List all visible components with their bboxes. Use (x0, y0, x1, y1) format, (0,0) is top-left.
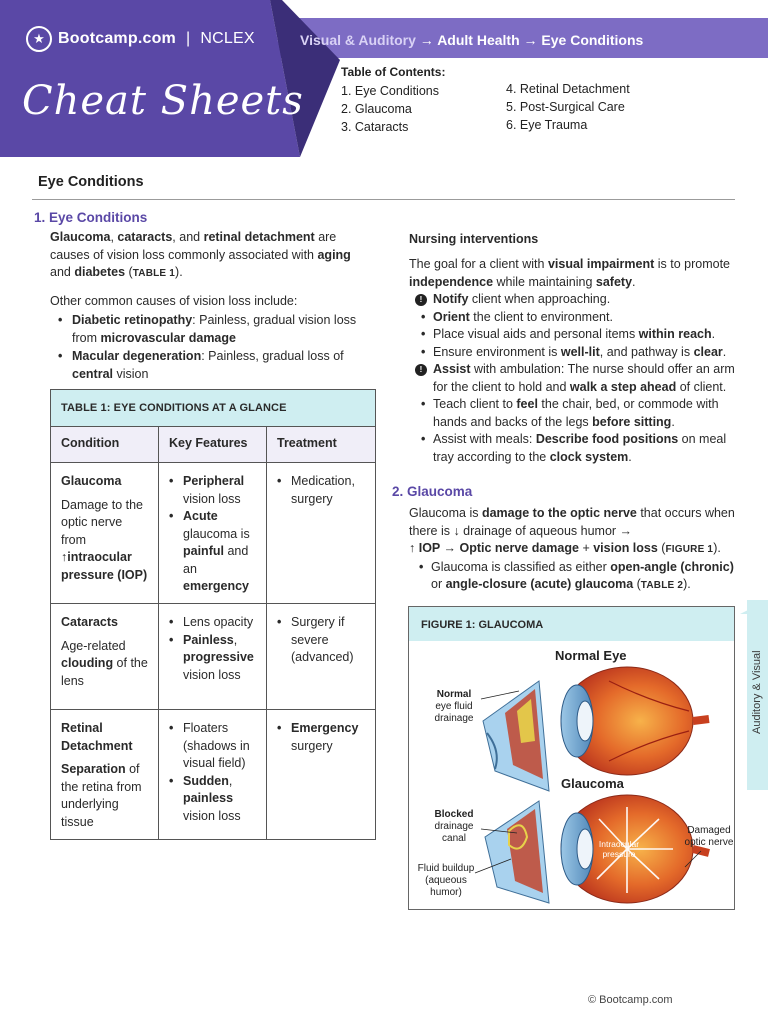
table-ref[interactable]: TABLE 2 (640, 580, 684, 591)
condition-desc (61, 497, 148, 585)
nursing-list (409, 291, 739, 466)
text: ( (125, 265, 133, 279)
list-item: • Lens opacity (169, 614, 256, 632)
list-item (411, 396, 739, 431)
text: , and (172, 230, 204, 244)
table-cell-treatment (267, 463, 375, 603)
label-bold: Blocked (434, 809, 474, 820)
list-item (411, 326, 739, 344)
table-cell-features (159, 463, 267, 603)
text: Damage to the optic nerve from (61, 497, 143, 547)
text: ). (713, 541, 721, 555)
text: the client to environment. (469, 309, 613, 324)
brand-product: NCLEX (200, 30, 255, 48)
list-item (56, 312, 370, 347)
table-cell-features (159, 604, 267, 709)
list-item (411, 431, 739, 466)
text: ). (175, 265, 183, 279)
nursing-intro (409, 256, 739, 291)
list-item: • Medication, surgery (277, 473, 365, 508)
breadcrumb-item-adult-health[interactable]: Adult Health (437, 32, 520, 48)
text: Glaucoma is (409, 506, 482, 520)
term: damage to the optic nerve (481, 506, 637, 520)
glaucoma-intro (409, 505, 739, 559)
term: Emergency (291, 721, 359, 735)
term: vision loss (593, 541, 658, 555)
table-header-row (51, 427, 375, 463)
term: Painless (183, 632, 234, 647)
column-header-treatment: Treatment (277, 436, 337, 450)
text: , and pathway is (599, 344, 694, 359)
term: ↑intraocular pressure (IOP) (61, 550, 148, 582)
text: Glaucoma is classified as either (431, 559, 611, 574)
text: Place visual aids and personal items (433, 327, 639, 342)
term-diabetes: diabetes (74, 265, 126, 279)
text: . (711, 327, 716, 342)
term: microvascular damage (100, 330, 236, 345)
section1-other-causes: Other common causes of vision loss include: (50, 293, 298, 308)
page-title: Eye Conditions (38, 174, 144, 190)
term: Macular degeneration (72, 349, 202, 363)
table-cell-condition (51, 604, 159, 709)
list-item (417, 559, 739, 595)
table-cell-features (159, 710, 267, 839)
term: feel (516, 397, 538, 412)
condition-name: Glaucoma (61, 474, 122, 488)
term: progressive (183, 650, 254, 664)
term: Acute (183, 509, 218, 523)
term: angle-closure (acute) glaucoma (445, 577, 634, 591)
normal-eye-globe (561, 667, 709, 775)
text: ( (633, 577, 641, 591)
term-glaucoma: Glaucoma (50, 230, 111, 244)
text: Teach client to (433, 397, 517, 412)
table-row (51, 710, 375, 839)
term-cataracts: cataracts (117, 230, 173, 244)
text: that occurs when there is ↓ drainage of aqueous humor → (409, 506, 735, 538)
text: on meal tray according to the (433, 432, 727, 464)
term: visual impairment (547, 257, 655, 272)
toc-item-post-surgical-care[interactable]: 5. Post-Surgical Care (506, 100, 625, 114)
fluid-buildup-label: Fluid buildup (aqueous humor) (417, 863, 475, 898)
normal-leader-line (481, 691, 519, 699)
condition-desc (61, 761, 148, 831)
brand-logo[interactable] (26, 26, 255, 52)
text: + (578, 541, 594, 555)
glaucoma-eye-section (485, 801, 549, 903)
list-item (411, 309, 739, 327)
term: before sitting (592, 414, 672, 429)
list-item (169, 632, 256, 685)
list-item (169, 508, 256, 596)
alert-icon: ! (415, 294, 427, 306)
text: of the lens (61, 656, 148, 688)
term: Sudden (183, 773, 229, 788)
figure-ref[interactable]: FIGURE 1 (665, 544, 714, 555)
table-caption: TABLE 1: EYE CONDITIONS AT A GLANCE (51, 390, 375, 427)
text: . (628, 449, 632, 464)
text: : Painless, gradual vision loss from (72, 313, 357, 345)
breadcrumb-arrow: → (519, 32, 542, 48)
list-item (169, 773, 256, 826)
title-divider (32, 199, 735, 200)
text: . (632, 274, 636, 289)
text: or (431, 577, 446, 591)
toc-title: Table of Contents: (341, 65, 446, 79)
table-cell-treatment (267, 604, 375, 709)
text: the chair, bed, or commode with hands and backs of the legs (433, 397, 719, 429)
list-item (411, 291, 739, 309)
term: Describe food positions (535, 432, 679, 447)
breadcrumb-arrow: → (415, 32, 438, 48)
text: Ensure environment is (433, 344, 561, 359)
label-text: eye fluid drainage (434, 701, 474, 724)
figure-glaucoma (408, 606, 735, 910)
table-cell-condition (51, 463, 159, 603)
list-item (411, 344, 739, 362)
term: central (72, 366, 113, 381)
text: vision (113, 366, 149, 381)
section-heading-eye-conditions: 1. Eye Conditions (34, 210, 148, 225)
text: Age-related (61, 638, 126, 653)
text: ( (657, 541, 666, 555)
brand-separator: | (185, 30, 191, 48)
text: with ambulation: The nurse should offer an arm for the client to hold and (433, 362, 735, 394)
section1-intro (50, 229, 370, 283)
text: , (110, 230, 118, 244)
list-item: • Surgery if severe (advanced) (277, 614, 365, 667)
breadcrumb-item-eye-conditions[interactable]: Eye Conditions (541, 32, 644, 48)
breadcrumb-item-visual-auditory[interactable]: Visual & Auditory (300, 32, 416, 48)
vision-loss-list (50, 312, 370, 383)
list-item (56, 348, 370, 383)
term: well-lit (560, 344, 600, 359)
condition-name: Cataracts (61, 615, 118, 629)
term: Assist (433, 362, 471, 377)
column-header-key-features: Key Features (159, 427, 267, 462)
condition-desc (61, 638, 148, 691)
glaucoma-title: Glaucoma (561, 776, 624, 791)
term: open-angle (chronic) (610, 559, 734, 574)
term: Peripheral (183, 474, 245, 488)
term: painful (183, 544, 224, 558)
text: and (50, 265, 75, 279)
text: and an (183, 544, 249, 576)
list-item: • Floaters (shadows in visual field) (169, 720, 256, 773)
term-retinal-detachment: retinal detachment (203, 230, 315, 244)
nursing-heading: Nursing interventions (409, 232, 539, 246)
list-item (277, 720, 365, 755)
term: independence (409, 274, 494, 289)
text: vision loss (183, 808, 241, 823)
glaucoma-list (409, 559, 739, 595)
text: . (671, 414, 675, 429)
text: . (722, 344, 727, 359)
table-ref[interactable]: TABLE 1 (132, 268, 176, 279)
column-header-condition: Condition (51, 427, 159, 462)
text: while maintaining (493, 274, 596, 289)
label-text: drainage canal (434, 821, 474, 844)
term: painless (183, 791, 234, 805)
nursing-interventions (409, 230, 739, 466)
term: clock system (549, 449, 629, 464)
text: The goal for a client with (409, 257, 548, 272)
pressure-label: Intraocular pressure (598, 839, 640, 859)
term: clear (693, 344, 723, 359)
eye-conditions-table (50, 389, 376, 840)
text: , (233, 632, 238, 647)
text: : Painless, gradual loss of (201, 349, 344, 363)
toc-item-retinal-detachment[interactable]: 4. Retinal Detachment (506, 82, 630, 96)
toc-item-cataracts[interactable]: 3. Cataracts (341, 120, 409, 135)
normal-drainage-label (423, 689, 485, 725)
text: of client. (676, 379, 727, 394)
table-cell-condition (51, 710, 159, 839)
text: glaucoma is (183, 526, 250, 541)
footer-copyright: © Bootcamp.com (588, 994, 673, 1006)
list-item (411, 361, 739, 396)
term: emergency (183, 579, 250, 593)
section1-body (50, 229, 370, 384)
term: Diabetic retinopathy (72, 313, 193, 327)
term: ↑ IOP → Optic nerve damage (409, 541, 579, 555)
text: ). (683, 577, 691, 591)
term-aging: aging (317, 247, 351, 262)
term: clouding (61, 656, 114, 670)
toc-item-glaucoma[interactable]: 2. Glaucoma (341, 102, 412, 117)
text: vision loss (183, 491, 241, 506)
glaucoma-body (409, 505, 739, 595)
condition-name: Retinal Detachment (61, 721, 133, 753)
term: Separation (61, 762, 126, 776)
table-cell-treatment (267, 710, 375, 839)
side-tab-label: Auditory & Visual (751, 650, 764, 734)
term: Orient (433, 309, 470, 324)
brand-name: Bootcamp.com (58, 30, 176, 48)
figure-caption: FIGURE 1: GLAUCOMA (409, 607, 734, 641)
text: of the retina from underlying tissue (61, 762, 142, 829)
toc-item-eye-trauma[interactable]: 6. Eye Trauma (506, 118, 588, 132)
term: walk a step ahead (569, 379, 677, 394)
term: safety (595, 274, 633, 289)
normal-eye-title: Normal Eye (555, 648, 627, 663)
table-row (51, 604, 375, 710)
table-of-contents (341, 64, 445, 136)
blocked-canal-label (423, 809, 485, 845)
table-row (51, 463, 375, 604)
normal-eye-section (483, 681, 549, 791)
term: Notify (433, 292, 469, 307)
label-bold: Normal (436, 689, 472, 700)
cheat-sheets-title: Cheat Sheets (22, 78, 304, 124)
text: vision loss (183, 667, 241, 682)
breadcrumb (300, 30, 643, 50)
toc-item-eye-conditions[interactable]: 1. Eye Conditions (341, 84, 439, 99)
section-heading-glaucoma: 2. Glaucoma (392, 484, 473, 499)
text: surgery (291, 738, 333, 753)
damaged-nerve-label: Damaged optic nerve (684, 825, 734, 848)
term: within reach (638, 327, 712, 342)
text: are causes of vision loss commonly associated with (50, 230, 337, 262)
alert-icon: ! (415, 364, 427, 376)
text: is to promote (654, 257, 730, 272)
list-item (169, 473, 256, 508)
text: , (228, 773, 233, 788)
text: Assist with meals: (433, 432, 536, 447)
text: client when approaching. (468, 292, 611, 307)
star-icon: ★ (26, 26, 52, 52)
table-of-contents-col2 (506, 80, 630, 134)
